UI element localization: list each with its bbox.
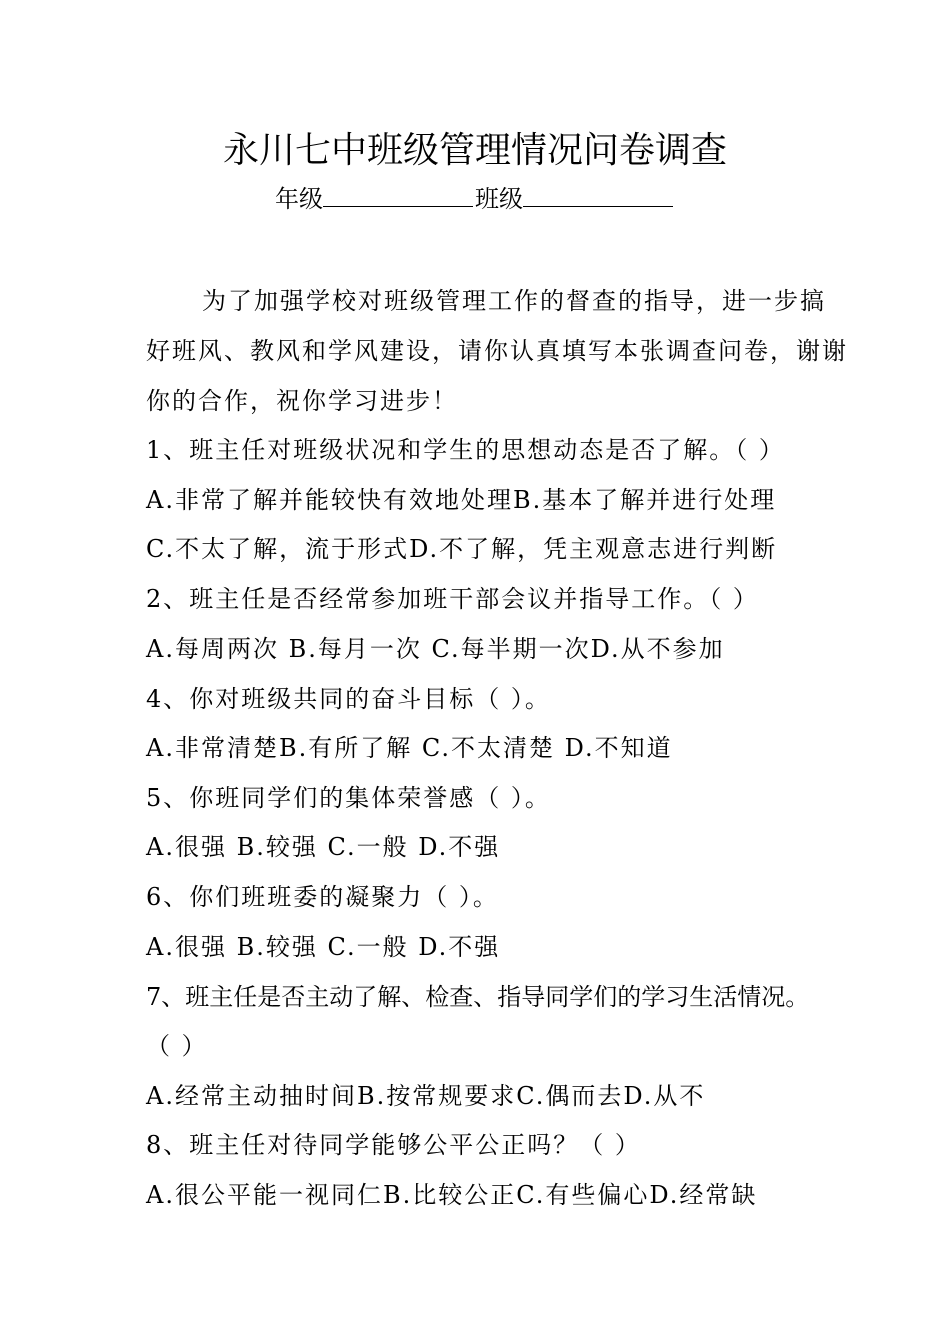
question-6-options: A.很强 B.较强 C.一般 D.不强 <box>146 933 501 961</box>
document-title: 永川七中班级管理情况问卷调查 <box>222 130 727 171</box>
question-7-options: A.经常主动抽时间B.按常规要求C.偶而去D.从不 <box>146 1082 706 1110</box>
question-2-options: A.每周两次 B.每月一次 C.每半期一次D.从不参加 <box>146 635 725 663</box>
question-8-options: A.很公平能一视同仁B.比较公正C.有些偏心D.经常缺 <box>146 1181 758 1209</box>
class-label: 班级 <box>475 185 523 213</box>
question-7: 7、班主任是否主动了解、检查、指导同学们的学习生活情况。 <box>146 983 810 1011</box>
question-2: 2、班主任是否经常参加班干部会议并指导工作。（ ） <box>146 585 759 613</box>
intro-line: 为了加强学校对班级管理工作的督查的指导，进一步搞 <box>202 287 826 315</box>
class-blank[interactable] <box>523 182 673 207</box>
grade-label: 年级 <box>275 185 323 213</box>
question-6: 6、你们班班委的凝聚力（ ）。 <box>146 883 499 911</box>
question-7-answer-blank: （ ） <box>146 1032 208 1060</box>
grade-blank[interactable] <box>323 182 473 207</box>
question-1-options-a-b: A.非常了解并能较快有效地处理B.基本了解并进行处理 <box>146 486 777 514</box>
question-5: 5、你班同学们的集体荣誉感（ ）。 <box>146 784 551 812</box>
question-4-options: A.非常清楚B.有所了解 C.不太清楚 D.不知道 <box>146 734 673 762</box>
intro-line: 好班风、教风和学风建设，请你认真填写本张调查问卷，谢谢 <box>146 337 848 365</box>
grade-class-row <box>0 182 950 216</box>
intro-line: 你的合作，祝你学习进步！ <box>146 387 458 415</box>
question-1-options-c-d: C.不太了解，流于形式D.不了解，凭主观意志进行判断 <box>146 535 778 563</box>
question-1: 1、班主任对班级状况和学生的思想动态是否了解。（ ） <box>146 436 785 464</box>
question-4: 4、你对班级共同的奋斗目标（ ）。 <box>146 685 551 713</box>
question-8: 8、班主任对待同学能够公平公正吗？（ ） <box>146 1131 641 1159</box>
question-5-options: A.很强 B.较强 C.一般 D.不强 <box>146 833 501 861</box>
